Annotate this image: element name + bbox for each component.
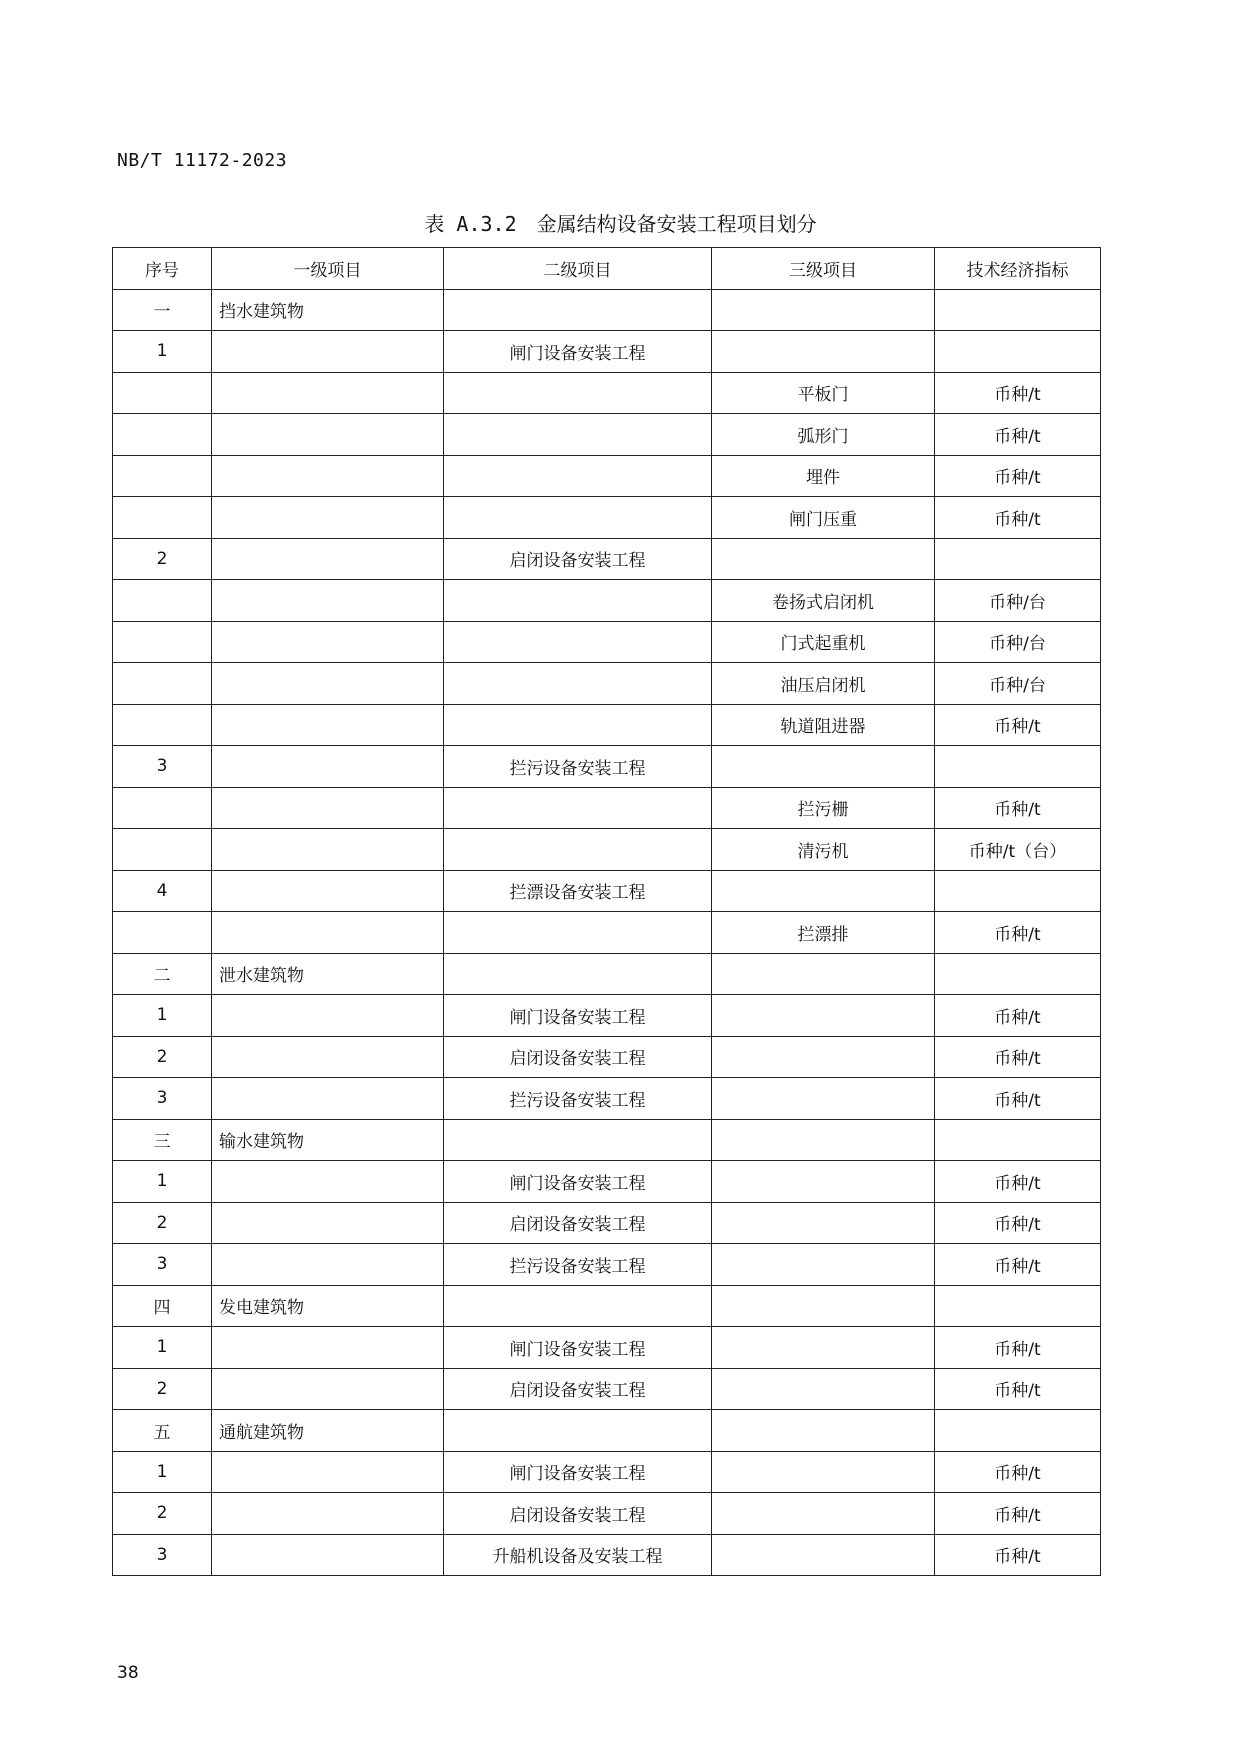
cell-indicator xyxy=(935,746,1101,788)
table-title xyxy=(0,208,1241,237)
table-row xyxy=(113,1202,1101,1244)
cell-serial xyxy=(113,621,212,663)
cell-level3 xyxy=(712,1119,935,1161)
table-row xyxy=(113,372,1101,414)
cell-level3 xyxy=(712,1161,935,1203)
cell-serial: 五 xyxy=(113,1410,212,1452)
cell-level3 xyxy=(712,1493,935,1535)
cell-indicator: 币种/t xyxy=(935,372,1101,414)
cell-level3 xyxy=(712,289,935,331)
table-row xyxy=(113,621,1101,663)
cell-serial: 1 xyxy=(113,331,212,373)
table-row xyxy=(113,538,1101,580)
table-row xyxy=(113,580,1101,622)
cell-level2: 闸门设备安装工程 xyxy=(444,331,712,373)
cell-level3: 轨道阻进器 xyxy=(712,704,935,746)
table-row xyxy=(113,870,1101,912)
cell-level2: 启闭设备安装工程 xyxy=(444,1036,712,1078)
cell-level1 xyxy=(212,1368,444,1410)
cell-serial: 2 xyxy=(113,538,212,580)
table-row xyxy=(113,1285,1101,1327)
cell-level1 xyxy=(212,1036,444,1078)
cell-level2: 闸门设备安装工程 xyxy=(444,995,712,1037)
table-row xyxy=(113,704,1101,746)
cell-serial: 二 xyxy=(113,953,212,995)
cell-level1 xyxy=(212,1161,444,1203)
table-row xyxy=(113,953,1101,995)
cell-indicator: 币种/t xyxy=(935,1078,1101,1120)
table-row xyxy=(113,1410,1101,1452)
cell-level2 xyxy=(444,455,712,497)
cell-serial: 2 xyxy=(113,1368,212,1410)
cell-level3 xyxy=(712,995,935,1037)
cell-level3 xyxy=(712,1327,935,1369)
cell-indicator: 币种/台 xyxy=(935,663,1101,705)
cell-level3 xyxy=(712,746,935,788)
cell-indicator xyxy=(935,870,1101,912)
table-row xyxy=(113,414,1101,456)
cell-level2 xyxy=(444,829,712,871)
cell-serial: 一 xyxy=(113,289,212,331)
cell-level1 xyxy=(212,1451,444,1493)
cell-level1 xyxy=(212,746,444,788)
cell-level3 xyxy=(712,870,935,912)
cell-level1 xyxy=(212,829,444,871)
cell-level2: 拦漂设备安装工程 xyxy=(444,870,712,912)
cell-serial xyxy=(113,580,212,622)
cell-serial: 1 xyxy=(113,1451,212,1493)
cell-level3: 卷扬式启闭机 xyxy=(712,580,935,622)
cell-level2 xyxy=(444,1119,712,1161)
project-division-table xyxy=(112,247,1101,1576)
cell-indicator: 币种/t xyxy=(935,497,1101,539)
cell-level1: 输水建筑物 xyxy=(212,1119,444,1161)
cell-serial: 四 xyxy=(113,1285,212,1327)
table-body xyxy=(113,289,1101,1576)
cell-level2 xyxy=(444,953,712,995)
cell-serial xyxy=(113,455,212,497)
cell-level1 xyxy=(212,538,444,580)
column-header-level2: 二级项目 xyxy=(444,248,712,290)
table-row xyxy=(113,746,1101,788)
cell-level3 xyxy=(712,1036,935,1078)
cell-level1: 发电建筑物 xyxy=(212,1285,444,1327)
cell-indicator: 币种/t xyxy=(935,1161,1101,1203)
cell-level1: 挡水建筑物 xyxy=(212,289,444,331)
cell-level1 xyxy=(212,787,444,829)
cell-indicator: 币种/t xyxy=(935,995,1101,1037)
cell-serial xyxy=(113,372,212,414)
cell-level1 xyxy=(212,580,444,622)
cell-level3 xyxy=(712,1285,935,1327)
cell-level3 xyxy=(712,1244,935,1286)
table-row xyxy=(113,1327,1101,1369)
cell-indicator: 币种/t xyxy=(935,1327,1101,1369)
cell-level2: 闸门设备安装工程 xyxy=(444,1451,712,1493)
column-header-serial: 序号 xyxy=(113,248,212,290)
table-row xyxy=(113,995,1101,1037)
cell-level2: 拦污设备安装工程 xyxy=(444,1244,712,1286)
cell-indicator: 币种/t xyxy=(935,1036,1101,1078)
cell-indicator: 币种/t xyxy=(935,455,1101,497)
cell-serial xyxy=(113,663,212,705)
cell-level1 xyxy=(212,1534,444,1576)
cell-level3 xyxy=(712,953,935,995)
cell-level1 xyxy=(212,621,444,663)
table-row xyxy=(113,1493,1101,1535)
cell-serial xyxy=(113,414,212,456)
table-row xyxy=(113,1534,1101,1576)
cell-serial: 2 xyxy=(113,1202,212,1244)
cell-serial: 2 xyxy=(113,1036,212,1078)
cell-level3 xyxy=(712,1410,935,1452)
cell-indicator: 币种/t xyxy=(935,912,1101,954)
column-header-indicator: 技术经济指标 xyxy=(935,248,1101,290)
cell-serial: 1 xyxy=(113,1327,212,1369)
cell-level3: 拦污栅 xyxy=(712,787,935,829)
table-row xyxy=(113,1161,1101,1203)
cell-indicator xyxy=(935,953,1101,995)
table-row xyxy=(113,1119,1101,1161)
cell-level1 xyxy=(212,663,444,705)
table-row xyxy=(113,1078,1101,1120)
cell-level2: 升船机设备及安装工程 xyxy=(444,1534,712,1576)
cell-level1 xyxy=(212,912,444,954)
table-row xyxy=(113,497,1101,539)
cell-level2 xyxy=(444,1285,712,1327)
cell-level2 xyxy=(444,497,712,539)
cell-level1 xyxy=(212,1202,444,1244)
table-row xyxy=(113,1451,1101,1493)
cell-level3 xyxy=(712,538,935,580)
table-row xyxy=(113,289,1101,331)
cell-indicator: 币种/台 xyxy=(935,621,1101,663)
cell-level1 xyxy=(212,497,444,539)
cell-serial xyxy=(113,912,212,954)
table-title-number: 表 A.3.2 xyxy=(424,212,517,236)
cell-level3: 埋件 xyxy=(712,455,935,497)
cell-indicator: 币种/t xyxy=(935,1244,1101,1286)
cell-level2: 拦污设备安装工程 xyxy=(444,746,712,788)
cell-level2 xyxy=(444,621,712,663)
table-row xyxy=(113,829,1101,871)
cell-serial: 3 xyxy=(113,1534,212,1576)
cell-level1 xyxy=(212,704,444,746)
cell-level3 xyxy=(712,1368,935,1410)
cell-level3: 清污机 xyxy=(712,829,935,871)
cell-level3 xyxy=(712,1078,935,1120)
table-row xyxy=(113,787,1101,829)
cell-indicator xyxy=(935,1285,1101,1327)
cell-level2: 启闭设备安装工程 xyxy=(444,1368,712,1410)
cell-serial xyxy=(113,787,212,829)
cell-serial: 4 xyxy=(113,870,212,912)
cell-level3: 弧形门 xyxy=(712,414,935,456)
cell-indicator: 币种/台 xyxy=(935,580,1101,622)
page-number: 38 xyxy=(117,1663,139,1683)
cell-level3: 闸门压重 xyxy=(712,497,935,539)
cell-level1 xyxy=(212,372,444,414)
table-row xyxy=(113,1244,1101,1286)
cell-level3: 油压启闭机 xyxy=(712,663,935,705)
cell-level2 xyxy=(444,663,712,705)
cell-serial: 3 xyxy=(113,1078,212,1120)
cell-serial: 三 xyxy=(113,1119,212,1161)
cell-level1 xyxy=(212,1078,444,1120)
cell-level1 xyxy=(212,1493,444,1535)
cell-serial xyxy=(113,497,212,539)
cell-level1 xyxy=(212,331,444,373)
cell-level2 xyxy=(444,414,712,456)
cell-level2: 拦污设备安装工程 xyxy=(444,1078,712,1120)
cell-serial: 3 xyxy=(113,746,212,788)
table-row xyxy=(113,331,1101,373)
cell-level2 xyxy=(444,1410,712,1452)
table-row xyxy=(113,455,1101,497)
cell-level3 xyxy=(712,1202,935,1244)
cell-level2 xyxy=(444,289,712,331)
cell-level3 xyxy=(712,1451,935,1493)
cell-serial: 1 xyxy=(113,1161,212,1203)
column-header-level3: 三级项目 xyxy=(712,248,935,290)
cell-serial: 3 xyxy=(113,1244,212,1286)
cell-indicator xyxy=(935,289,1101,331)
table-row xyxy=(113,912,1101,954)
table-header-row xyxy=(113,248,1101,290)
cell-indicator: 币种/t xyxy=(935,1493,1101,1535)
cell-level2 xyxy=(444,912,712,954)
cell-serial: 2 xyxy=(113,1493,212,1535)
cell-serial: 1 xyxy=(113,995,212,1037)
cell-indicator: 币种/t xyxy=(935,704,1101,746)
cell-level2: 闸门设备安装工程 xyxy=(444,1161,712,1203)
cell-level1 xyxy=(212,1244,444,1286)
cell-level2 xyxy=(444,704,712,746)
cell-level2: 启闭设备安装工程 xyxy=(444,1202,712,1244)
cell-level1 xyxy=(212,414,444,456)
cell-indicator: 币种/t xyxy=(935,1451,1101,1493)
cell-level1 xyxy=(212,995,444,1037)
cell-indicator xyxy=(935,1119,1101,1161)
cell-level2: 启闭设备安装工程 xyxy=(444,538,712,580)
cell-indicator: 币种/t（台） xyxy=(935,829,1101,871)
cell-level2: 闸门设备安装工程 xyxy=(444,1327,712,1369)
cell-serial xyxy=(113,829,212,871)
cell-level3 xyxy=(712,1534,935,1576)
cell-level3: 门式起重机 xyxy=(712,621,935,663)
cell-level2 xyxy=(444,787,712,829)
cell-level1: 泄水建筑物 xyxy=(212,953,444,995)
standard-code: NB/T 11172-2023 xyxy=(117,150,288,171)
cell-indicator xyxy=(935,538,1101,580)
cell-serial xyxy=(113,704,212,746)
cell-level3: 拦漂排 xyxy=(712,912,935,954)
cell-level1 xyxy=(212,870,444,912)
cell-level3: 平板门 xyxy=(712,372,935,414)
cell-level1 xyxy=(212,455,444,497)
cell-indicator xyxy=(935,1410,1101,1452)
column-header-level1: 一级项目 xyxy=(212,248,444,290)
cell-indicator: 币种/t xyxy=(935,787,1101,829)
cell-level1: 通航建筑物 xyxy=(212,1410,444,1452)
cell-level3 xyxy=(712,331,935,373)
cell-level2 xyxy=(444,580,712,622)
cell-indicator: 币种/t xyxy=(935,1368,1101,1410)
cell-indicator xyxy=(935,331,1101,373)
table-row xyxy=(113,1036,1101,1078)
cell-level2 xyxy=(444,372,712,414)
cell-level1 xyxy=(212,1327,444,1369)
cell-level2: 启闭设备安装工程 xyxy=(444,1493,712,1535)
table-row xyxy=(113,663,1101,705)
cell-indicator: 币种/t xyxy=(935,414,1101,456)
table-title-text: 金属结构设备安装工程项目划分 xyxy=(536,212,817,236)
cell-indicator: 币种/t xyxy=(935,1202,1101,1244)
table-row xyxy=(113,1368,1101,1410)
cell-indicator: 币种/t xyxy=(935,1534,1101,1576)
